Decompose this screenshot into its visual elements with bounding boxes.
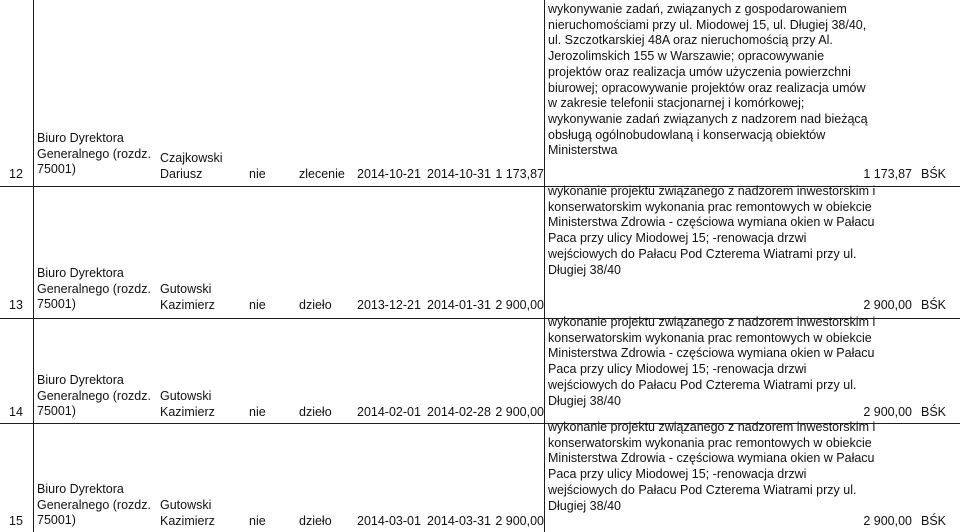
- description-line: Długiej 38/40: [548, 262, 621, 277]
- name-line: Kazimierz: [160, 404, 215, 419]
- description-line: w zakresie telefonii stacjonarnej i komórkowej;: [548, 96, 805, 111]
- amount-total-cell: 1 173,87: [863, 167, 912, 181]
- amount-cell: 2 900,00: [495, 405, 544, 419]
- unit-line: Biuro Dyrektora: [37, 482, 124, 496]
- amount-total-cell: 2 900,00: [863, 298, 912, 312]
- name-cell: [160, 282, 215, 313]
- unit-line: Generalnego (rozdz.: [37, 388, 151, 403]
- name-line: Gutowski: [160, 389, 212, 403]
- unit-line: 75001): [37, 513, 76, 527]
- description-line: konserwatorskim wykonania prac remontowych w obiekcie: [548, 330, 872, 345]
- description-line: wykonanie projektu związanego z nadzorem inwestorskim i: [548, 184, 876, 198]
- unit-line: Generalnego (rozdz.: [37, 281, 151, 296]
- name-line: Czajkowski: [160, 151, 223, 165]
- description-line: Paca przy ulicy Miodowej 15; -renowacja drzwi: [548, 467, 807, 482]
- description-line: Ministerstwa Zdrowia - częściowa wymiana okien w Pałacu: [548, 215, 875, 230]
- description-line: wykonanie projektu związanego z nadzorem inwestorskim i: [548, 315, 876, 329]
- unit-line: Biuro Dyrektora: [37, 373, 124, 387]
- amount-total-cell: 2 900,00: [863, 405, 912, 419]
- lp-cell: 12: [9, 167, 23, 181]
- date-to-cell: 2014-10-31: [427, 167, 491, 181]
- unit-line: Generalnego (rozdz.: [37, 146, 151, 161]
- unit-line: Biuro Dyrektora: [37, 266, 124, 280]
- source-cell: BŚK: [921, 298, 947, 312]
- unit-line: Generalnego (rozdz.: [37, 497, 151, 512]
- description-line: wejściowych do Pałacu Pod Czterema Wiatrami przy ul.: [548, 246, 857, 261]
- column-divider: [544, 0, 545, 532]
- amount-cell: 1 173,87: [495, 167, 544, 181]
- description-cell: [548, 184, 875, 278]
- unit-cell: [37, 131, 151, 178]
- date-from-cell: 2014-03-01: [357, 514, 421, 528]
- contract-type-cell: dzieło: [299, 514, 332, 528]
- description-line: biurowej; opracowywanie projektów oraz realizacja umów: [548, 80, 866, 95]
- flag-cell: nie: [249, 405, 266, 419]
- name-line: Gutowski: [160, 282, 212, 296]
- description-line: Ministerstwa Zdrowia - częściowa wymiana okien w Pałacu: [548, 451, 875, 466]
- description-line: konserwatorskim wykonania prac remontowych w obiekcie: [548, 435, 872, 450]
- description-line: Paca przy ulicy Miodowej 15; -renowacja drzwi: [548, 362, 807, 377]
- description-line: wykonywanie zadań, związanych z gospodarowaniem: [548, 2, 847, 16]
- date-to-cell: 2014-03-31: [427, 514, 491, 528]
- column-divider: [33, 0, 34, 532]
- description-line: Ministerstwa: [548, 143, 618, 158]
- description-line: nieruchomościami przy ul. Miodowej 15, ul. Długiej 38/40,: [548, 17, 867, 32]
- name-line: Dariusz: [160, 166, 203, 181]
- description-line: wejściowych do Pałacu Pod Czterema Wiatrami przy ul.: [548, 377, 857, 392]
- date-from-cell: 2013-12-21: [357, 298, 421, 312]
- description-line: konserwatorskim wykonania prac remontowych w obiekcie: [548, 199, 872, 214]
- contract-type-cell: dzieło: [299, 298, 332, 312]
- contract-type-cell: dzieło: [299, 405, 332, 419]
- lp-cell: 15: [9, 514, 23, 528]
- description-line: Długiej 38/40: [548, 498, 621, 513]
- unit-cell: [37, 373, 151, 420]
- unit-line: 75001): [37, 404, 76, 418]
- unit-line: 75001): [37, 297, 76, 311]
- unit-cell: [37, 266, 151, 313]
- lp-cell: 13: [9, 298, 23, 312]
- name-line: Kazimierz: [160, 513, 215, 528]
- flag-cell: nie: [249, 298, 266, 312]
- description-cell: [548, 2, 868, 159]
- source-cell: BŚK: [921, 514, 947, 528]
- lp-cell: 14: [9, 405, 23, 419]
- description-line: projektów oraz realizacja umów użyczenia powierzchni: [548, 64, 851, 79]
- description-cell: [548, 420, 875, 514]
- flag-cell: nie: [249, 167, 266, 181]
- source-cell: BŚK: [921, 167, 947, 181]
- flag-cell: nie: [249, 514, 266, 528]
- description-line: Jerozolimskich 155 w Warszawie; opracowywanie: [548, 49, 825, 64]
- date-to-cell: 2014-01-31: [427, 298, 491, 312]
- description-line: obsługą ogólnobudowlaną i konserwacją obiektów: [548, 127, 826, 142]
- description-cell: [548, 315, 875, 409]
- description-line: wykonanie projektu związanego z nadzorem inwestorskim i: [548, 420, 876, 434]
- description-line: Paca przy ulicy Miodowej 15; -renowacja drzwi: [548, 231, 807, 246]
- name-cell: [160, 151, 223, 182]
- name-cell: [160, 389, 215, 420]
- date-to-cell: 2014-02-28: [427, 405, 491, 419]
- amount-cell: 2 900,00: [495, 298, 544, 312]
- unit-cell: [37, 482, 151, 529]
- description-line: ul. Szczotkarskiej 48A oraz nieruchomością przy Al.: [548, 33, 833, 48]
- name-cell: [160, 498, 215, 529]
- unit-line: 75001): [37, 162, 76, 176]
- date-from-cell: 2014-02-01: [357, 405, 421, 419]
- source-cell: BŚK: [921, 405, 947, 419]
- unit-line: Biuro Dyrektora: [37, 131, 124, 145]
- description-line: Długiej 38/40: [548, 393, 621, 408]
- name-line: Gutowski: [160, 498, 212, 512]
- amount-total-cell: 2 900,00: [863, 514, 912, 528]
- date-from-cell: 2014-10-21: [357, 167, 421, 181]
- amount-cell: 2 900,00: [495, 514, 544, 528]
- name-line: Kazimierz: [160, 297, 215, 312]
- description-line: wykonywanie zadań związanych z nadzorem nad bieżącą: [548, 111, 868, 126]
- contract-type-cell: zlecenie: [299, 167, 345, 181]
- description-line: Ministerstwa Zdrowia - częściowa wymiana okien w Pałacu: [548, 346, 875, 361]
- description-line: wejściowych do Pałacu Pod Czterema Wiatrami przy ul.: [548, 482, 857, 497]
